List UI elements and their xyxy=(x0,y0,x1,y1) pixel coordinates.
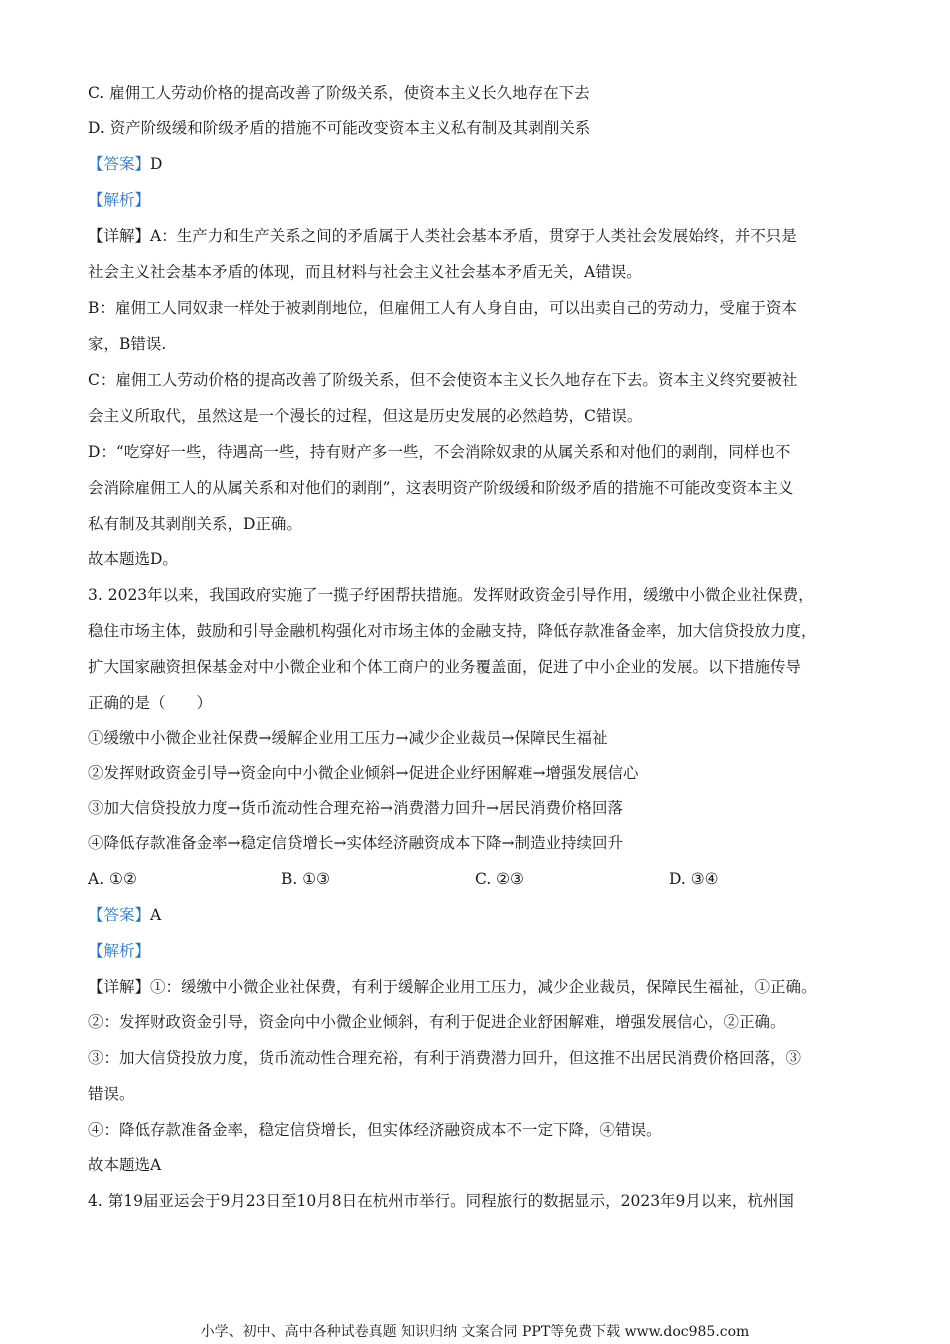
prev-detail-line-1: 社会主义社会基本矛盾的体现，而且材料与社会主义社会基本矛盾无关，A错误。 xyxy=(88,263,642,281)
prev-conclusion: 故本题选D。 xyxy=(88,550,178,568)
q3-item-4: ④降低存款准备金率→稳定信贷增长→实体经济融资成本下降→制造业持续回升 xyxy=(88,834,623,852)
prev-detail-line-7: 会消除雇佣工人的从属关系和对他们的剥削”，这表明资产阶级缓和阶级矛盾的措施不可能改变资本主义 xyxy=(88,479,794,497)
answer-label: 【答案】 xyxy=(88,155,151,173)
q3-analysis-label: 【解析】 xyxy=(88,942,151,960)
q4-stem-line-0: 4. 第19届亚运会于9月23日至10月8日在杭州市举行。同程旅行的数据显示，2023年9月以来，杭州国 xyxy=(88,1192,794,1210)
q3-detail-line-3: 错误。 xyxy=(88,1085,135,1103)
prev-detail-line-6: D：“吃穿好一些，待遇高一些，持有财产多一些，不会消除奴隶的从属关系和对他们的剥削，同样也不 xyxy=(88,443,791,461)
answer-value: A xyxy=(150,906,162,924)
q3-stem-line-3: 正确的是（ ） xyxy=(88,694,213,712)
q3-detail-line-2: ③：加大信贷投放力度，货币流动性合理充裕，有利于消费潜力回升，但这推不出居民消费价格回落，③ xyxy=(88,1049,802,1067)
detail-label: 【详解】 xyxy=(88,978,151,996)
q3-detail-line-4: ④：降低存款准备金率，稳定信贷增长，但实体经济融资成本不一定下降，④错误。 xyxy=(88,1121,662,1139)
q3-choice-d: D. ③④ xyxy=(669,870,719,888)
prev-answer xyxy=(88,146,868,182)
prev-detail-line-0: 【详解】A：生产力和生产关系之间的矛盾属于人类社会基本矛盾，贯穿于人类社会发展始终，并不只是 xyxy=(88,227,797,245)
document-page xyxy=(88,76,868,1219)
q3-item-1: ①缓缴中小微企业社保费→缓解企业用工压力→减少企业裁员→保障民生福祉 xyxy=(88,729,608,747)
q3-choice-b: B. ①③ xyxy=(281,870,331,888)
q3-choice-a: A. ①② xyxy=(88,870,137,888)
prev-detail-line-2: B：雇佣工人同奴隶一样处于被剥削地位，但雇佣工人有人身自由，可以出卖自己的劳动力，受雇于资本 xyxy=(88,299,797,317)
detail-label: 【详解】 xyxy=(88,227,151,245)
prev-detail-line-5: 会主义所取代，虽然这是一个漫长的过程，但这是历史发展的必然趋势，C错误。 xyxy=(88,407,643,425)
answer-label: 【答案】 xyxy=(88,906,151,924)
prev-analysis-label: 【解析】 xyxy=(88,191,151,209)
q3-stem-line-0: 3. 2023年以来，我国政府实施了一揽子纾困帮扶措施。发挥财政资金引导作用，缓缴中小微企业社保费， xyxy=(88,586,814,604)
q3-detail-line-1: ②：发挥财政资金引导，资金向中小微企业倾斜，有利于促进企业舒困解难，增强发展信心，②正确。 xyxy=(88,1013,786,1031)
q3-conclusion: 故本题选A xyxy=(88,1156,162,1174)
q3-choices xyxy=(88,861,868,897)
prev-detail-line-4: C：雇佣工人劳动价格的提高改善了阶级关系，但不会使资本主义长久地存在下去。资本主义终究要被社 xyxy=(88,371,798,389)
answer-value: D xyxy=(150,155,163,173)
q3-item-2: ②发挥财政资金引导→资金向中小微企业倾斜→促进企业纾困解难→增强发展信心 xyxy=(88,764,639,782)
q3-answer xyxy=(88,897,868,933)
q3-detail-line-0: 【详解】①：缓缴中小微企业社保费，有利于缓解企业用工压力，减少企业裁员，保障民生福祉，①正确。 xyxy=(88,978,817,996)
prev-detail-line-3: 家，B错误. xyxy=(88,335,167,353)
q3-stem-line-2: 扩大国家融资担保基金对中小微企业和个体工商户的业务覆盖面，促进了中小企业的发展。以下措施传导 xyxy=(88,658,802,676)
q3-choice-c: C. ②③ xyxy=(475,870,524,888)
q3-stem-line-1: 稳住市场主体，鼓励和引导金融机构强化对市场主体的金融支持，降低存款准备金率，加大信贷投放力度， xyxy=(88,622,817,640)
prev-option-c: C. 雇佣工人劳动价格的提高改善了阶级关系，使资本主义长久地存在下去 xyxy=(88,84,590,102)
prev-detail-line-8: 私有制及其剥削关系，D正确。 xyxy=(88,515,302,533)
q3-item-3: ③加大信贷投放力度→货币流动性合理充裕→消费潜力回升→居民消费价格回落 xyxy=(88,799,623,817)
page-footer: 小学、初中、高中各种试卷真题 知识归纳 文案合同 PPT等免费下载 www.doc985.com xyxy=(200,1324,750,1340)
prev-option-d: D. 资产阶级缓和阶级矛盾的措施不可能改变资本主义私有制及其剥削关系 xyxy=(88,119,591,137)
